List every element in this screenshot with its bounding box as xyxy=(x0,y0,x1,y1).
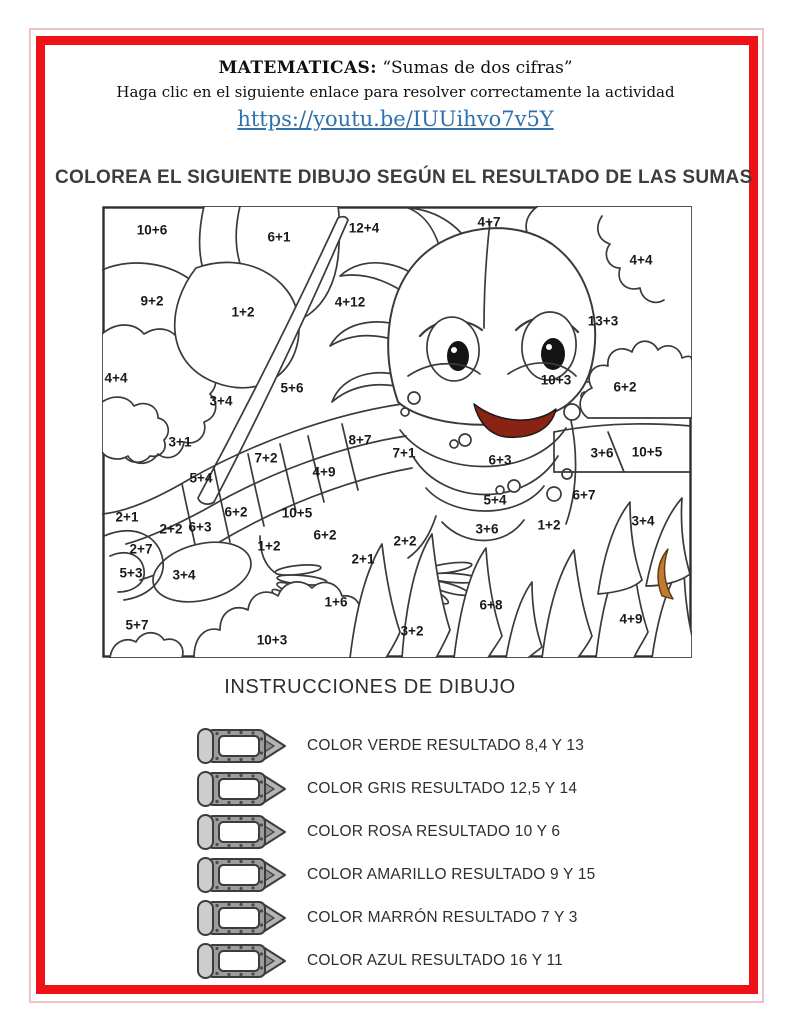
instruction-row xyxy=(195,726,595,766)
sum-label: 3+4 xyxy=(631,513,655,529)
instruction-row xyxy=(195,855,595,895)
sum-label: 2+2 xyxy=(159,521,183,537)
sum-label: 5+3 xyxy=(119,565,143,581)
sum-label: 9+2 xyxy=(140,293,164,309)
sum-label: 10+3 xyxy=(256,632,288,648)
sum-label: 1+2 xyxy=(231,304,255,320)
sum-label: 6+3 xyxy=(488,452,512,468)
sum-label: 10+5 xyxy=(631,444,663,460)
crayon-icon xyxy=(195,898,287,938)
title-subject: MATEMATICAS: xyxy=(218,58,377,78)
sum-label: 5+6 xyxy=(280,380,304,396)
instruction-row xyxy=(195,898,595,938)
sum-label: 4+9 xyxy=(619,611,643,627)
sum-label: 12+4 xyxy=(348,220,380,236)
instruction-label: COLOR GRIS RESULTADO 12,5 Y 14 xyxy=(307,780,578,797)
instruction-row xyxy=(195,812,595,852)
instruction-label: COLOR AZUL RESULTADO 16 Y 11 xyxy=(307,952,563,969)
instruction-label: COLOR ROSA RESULTADO 10 Y 6 xyxy=(307,823,561,840)
sum-label: 4+12 xyxy=(334,294,366,310)
sum-label: 6+2 xyxy=(313,527,337,543)
sum-label: 2+1 xyxy=(351,551,375,567)
sum-label: 2+7 xyxy=(129,541,153,557)
sum-label: 10+5 xyxy=(281,505,313,521)
instruction-row xyxy=(195,941,595,981)
sum-label: 3+6 xyxy=(590,445,614,461)
sum-label: 1+2 xyxy=(257,538,281,554)
instruction-label: COLOR MARRÓN RESULTADO 7 Y 3 xyxy=(307,909,578,926)
sum-label: 10+6 xyxy=(136,222,168,238)
sum-label: 4+4 xyxy=(629,252,653,268)
sum-label: 4+4 xyxy=(104,370,128,386)
sum-label: 6+1 xyxy=(267,229,291,245)
instruction-label: COLOR VERDE RESULTADO 8,4 Y 13 xyxy=(307,737,585,754)
sum-label: 5+4 xyxy=(483,492,507,508)
instruction-row xyxy=(195,769,595,809)
coloring-heading: COLOREA EL SIGUIENTE DIBUJO SEGÚN EL RESULTADO DE LAS SUMAS xyxy=(55,167,753,188)
title-topic: “Sumas de dos cifras” xyxy=(376,58,573,78)
crayon-icon xyxy=(195,812,287,852)
sum-label: 5+7 xyxy=(125,617,149,633)
sum-label: 3+2 xyxy=(400,623,424,639)
sum-label: 6+8 xyxy=(479,597,503,613)
sum-label: 3+1 xyxy=(168,434,192,450)
sum-label: 7+2 xyxy=(254,450,278,466)
sum-label: 2+2 xyxy=(393,533,417,549)
sum-label: 10+3 xyxy=(540,372,572,388)
sum-label: 13+3 xyxy=(587,313,619,329)
sum-label: 1+2 xyxy=(537,517,561,533)
coloring-picture xyxy=(102,206,692,658)
subtitle: Haga clic en el siguiente enlace para resolver correctamente la actividad xyxy=(116,83,675,101)
sum-label: 5+4 xyxy=(189,470,213,486)
crayon-icon xyxy=(195,726,287,766)
crayon-icon xyxy=(195,769,287,809)
sum-label: 2+1 xyxy=(115,509,139,525)
header xyxy=(0,58,791,131)
instructions-heading: INSTRUCCIONES DE DIBUJO xyxy=(224,676,516,698)
instructions-list xyxy=(195,726,595,984)
crayon-icon xyxy=(195,941,287,981)
sum-label: 6+7 xyxy=(572,487,596,503)
sum-label: 1+6 xyxy=(324,594,348,610)
sum-label: 3+6 xyxy=(475,521,499,537)
sum-label: 6+2 xyxy=(613,379,637,395)
page-title xyxy=(0,58,791,78)
sum-label: 6+3 xyxy=(188,519,212,535)
sum-labels-layer xyxy=(102,206,692,658)
video-link[interactable]: https://youtu.be/IUUihvo7v5Y xyxy=(237,107,554,131)
sum-label: 4+9 xyxy=(312,464,336,480)
crayon-icon xyxy=(195,855,287,895)
sum-label: 3+4 xyxy=(172,567,196,583)
sum-label: 7+1 xyxy=(392,445,416,461)
instruction-label: COLOR AMARILLO RESULTADO 9 Y 15 xyxy=(307,866,596,883)
sum-label: 4+7 xyxy=(477,214,501,230)
sum-label: 3+4 xyxy=(209,393,233,409)
sum-label: 6+2 xyxy=(224,504,248,520)
sum-label: 8+7 xyxy=(348,432,372,448)
